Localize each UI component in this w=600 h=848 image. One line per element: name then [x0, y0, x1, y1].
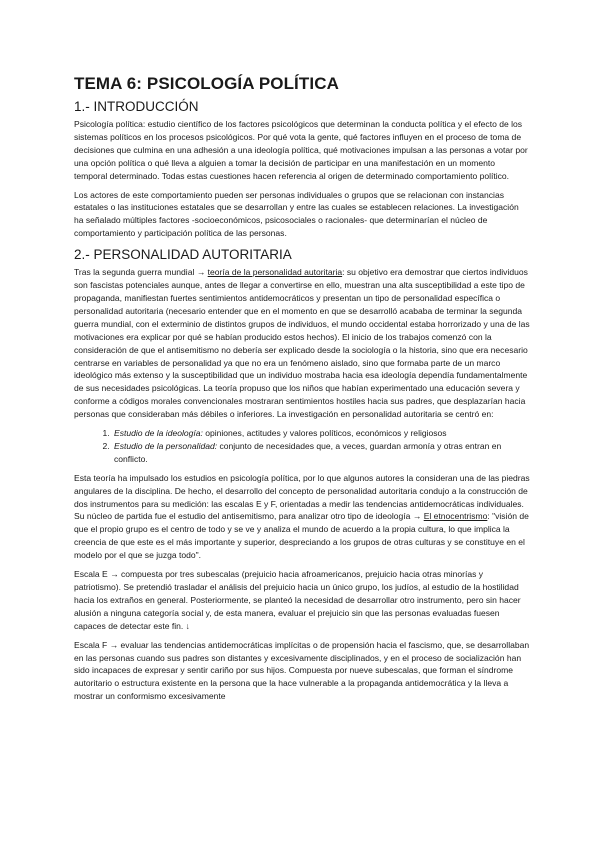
- section-heading-introduccion: 1.- INTRODUCCIÓN: [74, 99, 199, 114]
- document-page: [74, 74, 530, 709]
- paragraph: Escala E → compuesta por tres subescalas (prejuicio hacia afroamericanos, prejuicio hacia otras minorías y patriotismo). Se pretendió trasladar el análisis del prejuicio hacia un único grupo, los judíos, al estudio de la hostilidad hacia los extraños en general. Posteriormente, se planteó la necesidad de desarrollar otro instrumento, pero sin hacer alusión a ninguna categoría social y, de esta manera, evaluar el prejuicio sin que las personas evaluadas fuesen capaces de detectar este fin. ↓: [74, 569, 521, 631]
- text-run: : "visión de que el propio grupo es el centro de todo y se ve y analiza el mundo de acuerdo a la propia cultura, lo que implica la creencia de que este es el más importante y superior, despreciando a los grupos de otras culturas y se constituye en el modelo por el que se juzga todo".: [74, 511, 529, 561]
- underlined-term: El etnocentrismo: [423, 511, 488, 522]
- list-item-text: conjunto de necesidades que, a veces, guardan armonía y otras entran en conflicto.: [114, 440, 502, 464]
- paragraph: [74, 472, 530, 562]
- list-item: [112, 440, 530, 466]
- list-item-term: Estudio de la ideología:: [114, 428, 203, 439]
- document-title: TEMA 6: PSICOLOGÍA POLÍTICA: [74, 74, 339, 93]
- numbered-list: [74, 427, 530, 466]
- list-item-text: opiniones, actitudes y valores políticos, económicos y religiosos: [202, 428, 447, 439]
- text-run: Tras la segunda guerra mundial →: [74, 267, 208, 278]
- text-run: : su objetivo era demostrar que ciertos individuos son fascistas potenciales aunque, antes de llegar a convertirse en ello, muestran una alta susceptibilidad a este tipo de propaganda, manifiestan fuertes sentimientos antidemocráticos y presentan un tipo de personalidad específica o personalidad autoritaria (necesario entender que en el momento en que se desarrolló acababa de terminar la segunda guerra mundial, con el exterminio de distintos grupos de individuos, el mundo occidental estaba horrorizado y una de las motivaciones era explicar por qué se habían producido estos hechos). El inicio de los trabajos comenzó con la consideración de que el antisemitismo no debería ser explicado desde la sociología o la historia, sino que era necesario centrarse en variables de personalidad ya que no era un fenómeno aislado, sino que formaba parte de un marco ideológico más extenso y la susceptibilidad que un individuo mostraba hacia esa ideología dependía fundamentalmente de sus necesidades psicológicas. La teoría propuso que los niños que habían experimentado una educación severa y conforme a códigos morales convencionales mostraran sentimientos hostiles hacia sus padres, que desplazarían hacia personas que consideraban más débiles o inferiores. La investigación en personalidad autoritaria se centró en:: [74, 267, 530, 420]
- paragraph: Los actores de este comportamiento pueden ser personas individuales o grupos que se relacionan con instancias estatales o las instituciones estatales que se desarrollan y entre las cuales se establecen relaciones. La investigación ha señalado múltiples factores -socioeconómicos, psicosociales o racionales- que determinarían el núcleo de comportamiento y participación política de las personas.: [74, 189, 519, 239]
- list-item-term: Estudio de la personalidad:: [114, 440, 218, 451]
- paragraph: Psicología política: estudio científico de los factores psicológicos que determinan la conducta política y el efecto de los sistemas políticos en los procesos psicológicos. Por qué vota la gente, qué factores influyen en el proceso de toma de decisiones que culmina en una adhesión a una ideología política, qué motivaciones impulsan a las personas a votar por una opción política o qué lleva a alguien a tomar la decisión de participar en una manifestación en un momento temporal determinado. Todas estas cuestiones hacen referencia al origen de determinado comportamiento político.: [74, 119, 528, 181]
- section-heading-personalidad-autoritaria: 2.- PERSONALIDAD AUTORITARIA: [74, 247, 292, 263]
- paragraph: [74, 266, 530, 421]
- text-run: Esta teoría ha impulsado los estudios en psicología política, por lo que algunos autores la consideran una de las piedras angulares de la disciplina. De hecho, el desarrollo del concepto de personalidad autoritaria condujo a la construcción de dos instrumentos para su medición: las escalas E y F, orientadas a medir las tendencias antidemocráticas individuales. Su núcleo de partida fue el estudio del antisemitismo, para analizar otro tipo de ideología →: [74, 472, 530, 522]
- list-item: [112, 427, 530, 440]
- paragraph: Escala F → evaluar las tendencias antidemocráticas implícitas o de propensión hacia el fascismo, que, se desarrollaban en las personas cuando sus padres son distantes y excesivamente disciplinados, y en el proceso de socialización han sido incapaces de expresar y sentir cariño por sus hijos. Compuesta por nueve subescalas, que forman el síndrome autoritario o estructura existente en la persona que la hace vulnerable a la propaganda antidemocrática y la lleva a mostrar un conformismo excesivamente: [74, 639, 530, 702]
- underlined-term: teoría de la personalidad autoritaria: [207, 267, 343, 278]
